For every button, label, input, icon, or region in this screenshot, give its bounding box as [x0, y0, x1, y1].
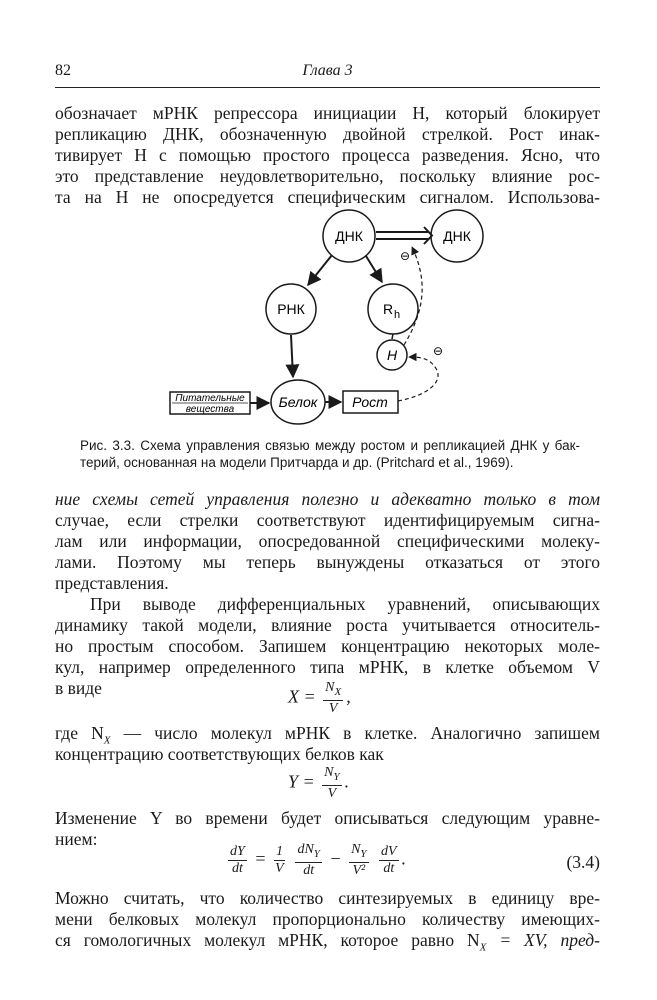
caption-line: Рис. 3.3. Схема управления связью между ростом и репликацией ДНК у бак-: [80, 438, 580, 453]
text-line: случае, если стрелки соответствуют идентифицируемым сигна-: [55, 510, 600, 530]
page-number: 82: [55, 62, 71, 79]
replication-double-arrow: [376, 227, 432, 244]
text-line: лами. Поэтому мы теперь вынуждены отказаться от этого: [55, 552, 600, 572]
dna-right-label: ДНК: [443, 228, 471, 244]
text-line: тивирует H с помощью простого процесса разведения. Ясно, что: [55, 145, 600, 165]
text-line: Изменение Y во времени будет описываться следующим уравне-: [55, 808, 600, 828]
page-header: [55, 62, 600, 86]
minus-symbol-1: ⊖: [400, 249, 411, 263]
text-line: но простым способом. Запишем концентрацию некоторых моле-: [55, 636, 600, 656]
equation-x: [288, 680, 351, 717]
text-line: представления.: [55, 573, 169, 593]
text-line: та на H не опосредуется специфическим сигналом. Использова-: [55, 187, 600, 207]
nutrients-label-2: вещества: [185, 404, 235, 415]
eq2-lhs: Y =: [288, 771, 315, 792]
text-line: Можно считать, что количество синтезируемых в единицу вре-: [55, 888, 600, 908]
dna-left-node: [323, 210, 375, 262]
text-line: репликацию ДНК, обозначенную двойной стрелкой. Рост инак-: [55, 124, 600, 144]
h-node: [377, 340, 407, 370]
equation-number: (3.4): [566, 852, 600, 872]
arrow-dna-to-rh: [366, 256, 382, 282]
nutrients-label-1: Питательные: [175, 393, 245, 404]
nutrients-box: [170, 392, 250, 415]
text-line: это представление неудовлетворительно, поскольку влияние рос-: [55, 166, 600, 186]
eq2-tail: .: [344, 771, 350, 792]
equation-y: [288, 765, 349, 802]
text-line: кул, например определенного типа мРНК, в клетке объемом V: [55, 657, 600, 677]
eq2-fraction: $\frac{N_Y}{V}$: [324, 765, 340, 801]
caption-line: терий, основанная на модели Притчарда и др. (Pritchard et al., 1969).: [80, 455, 514, 470]
text-line: концентрацию соответствующих белков как: [55, 744, 384, 764]
text-line: где $N_X$ — число молекул мРНК в клетке. Аналогично запишем: [55, 723, 600, 747]
arrow-rna-to-protein: [291, 335, 293, 377]
protein-label: Белок: [278, 394, 318, 410]
equation-3-4: $\frac{dY}{dt}$ = $\frac{1}{V}$ $\frac{dN_Y}{dt}$ − $\frac{N_Y}{\text{V²}}$ $\frac{dV}{dt}$ .: [230, 842, 407, 878]
rh-node: [368, 284, 418, 334]
text-line: При выводе дифференциальных уравнений, описывающих: [90, 594, 600, 614]
text-line: ние схемы сетей управления полезно и адекватно только в том: [55, 489, 600, 509]
text-line: динамику такой модели, влияние роста учитывается относитель-: [55, 615, 600, 635]
header-rule: [55, 87, 600, 88]
rna-label: РНК: [277, 301, 305, 317]
growth-box: [343, 391, 398, 413]
text-line: нием:: [55, 829, 98, 849]
eq1-tail: ,: [346, 686, 351, 707]
growth-label: Рост: [352, 394, 388, 410]
dna-left-label: ДНК: [335, 228, 363, 244]
minus-symbol-2: ⊖: [433, 344, 444, 358]
rna-node: [266, 284, 316, 334]
text-line: мени белковых молекул пропорционально количеству имеющих-: [55, 909, 600, 929]
eq1-lhs: X =: [288, 686, 316, 707]
rh-subscript: h: [393, 309, 401, 321]
dna-right-node: [431, 210, 483, 262]
text-line: обозначает мРНК репрессора инициации H, который блокирует: [55, 103, 600, 123]
protein-node: [271, 380, 325, 424]
text-line: в виде: [55, 678, 102, 698]
h-label: H: [386, 347, 398, 363]
chapter-title: Глава 3: [302, 62, 353, 79]
eq1-fraction: $\frac{N_X}{V}$: [325, 680, 342, 716]
figure-caption: [80, 437, 580, 471]
arrow-dna-to-rna: [308, 255, 332, 285]
rh-label: R: [382, 301, 394, 317]
text-line: ся гомологичных молекул мРНК, которое равно $N_X$ = XV, пред-: [55, 930, 600, 954]
arrow-rh-to-h: [392, 334, 393, 339]
figure-3-3: [160, 205, 520, 430]
text-line: лам или информации, опосредованной специфическими молеку-: [55, 531, 600, 551]
